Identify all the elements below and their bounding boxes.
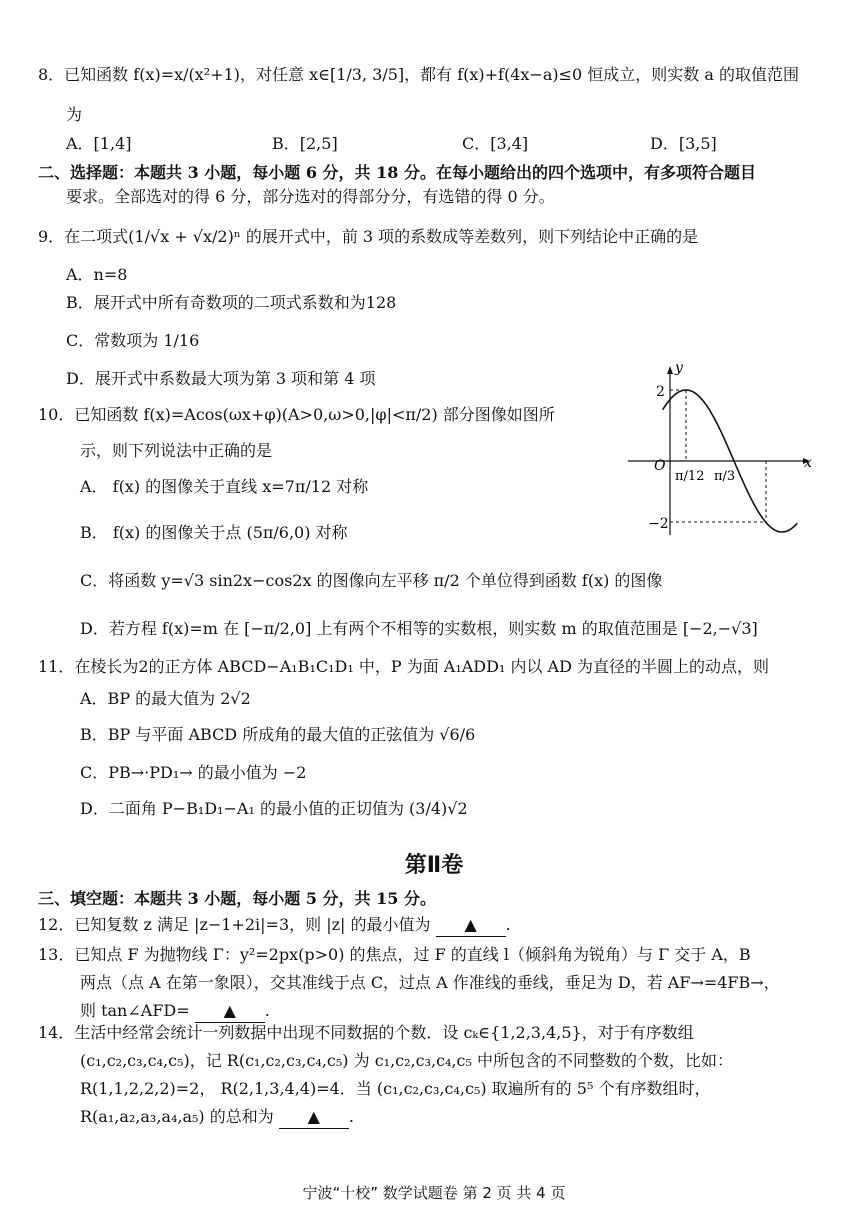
origin-label: O xyxy=(654,458,666,474)
q10-option-c: C．将函数 y=√3 sin2x−cos2x 的图像向左平移 π/2 个单位得到函数 f(x) 的图像 xyxy=(80,571,663,590)
q14-line2: (c₁,c₂,c₃,c₄,c₅)，记 R(c₁,c₂,c₃,c₄,c₅) 为 c₁,c₂,c₃,c₄,c₅ 中所包含的不同整数的个数，比如： xyxy=(80,1051,734,1070)
q8-option-a: A．[1,4] xyxy=(66,134,132,153)
q11-option-c: C．PB→·PD₁→ 的最小值为 −2 xyxy=(80,763,307,782)
q13-text: 则 tan∠AFD= xyxy=(80,1001,190,1020)
q12-text: 12．已知复数 z 满足 |z−1+2i|=3，则 |z| 的最小值为 xyxy=(38,915,431,934)
section2-line2: 要求。全部选对的得 6 分，部分选对的得部分分，有选错的得 0 分。 xyxy=(66,187,555,206)
q9-option-d: D．展开式中系数最大项为第 3 项和第 4 项 xyxy=(66,369,376,388)
q8-line1: 8．已知函数 f(x)=x/(x²+1)，对任意 x∈[1/3, 3/5]，都有 f(x)+f(4x−a)≤0 恒成立，则实数 a 的取值范围 xyxy=(38,65,799,84)
page-footer: 宁波“十校” 数学试题卷 第 2 页 共 4 页 xyxy=(302,1184,566,1202)
q9-option-a: A．n=8 xyxy=(66,265,128,284)
q8-option-b: B．[2,5] xyxy=(272,134,338,153)
q10-option-d: D．若方程 f(x)=m 在 [−π/2,0] 上有两个不相等的实数根，则实数 m 的取值范围是 [−2,−√3] xyxy=(80,619,758,638)
q11-stem: 11．在棱长为2的正方体 ABCD−A₁B₁C₁D₁ 中，P 为面 A₁ADD₁ 内以 AD 为直径的半圆上的动点，则 xyxy=(38,657,770,676)
q11-option-b: B．BP 与平面 ABCD 所成角的最大值的正弦值为 √6/6 xyxy=(80,725,476,744)
q14-line3: R(1,1,2,2,2)=2， R(2,1,3,4,4)=4．当 (c₁,c₂,c₃,c₄,c₅) 取遍所有的 5⁵ 个有序数组时， xyxy=(80,1079,711,1098)
q10-option-b: B． f(x) 的图像关于点 (5π/6,0) 对称 xyxy=(80,523,348,542)
q12-answer-blank[interactable]: ▲ xyxy=(436,914,506,937)
y-axis-label: y xyxy=(675,360,683,376)
q13-answer-blank[interactable]: ▲ xyxy=(195,1000,265,1023)
section3-heading: 三、填空题：本题共 3 小题，每小题 5 分，共 15 分。 xyxy=(38,889,436,908)
q10-option-a: A． f(x) 的图像关于直线 x=7π/12 对称 xyxy=(80,477,369,496)
q13-line2: 两点（点 A 在第一象限），交其准线于点 C，过点 A 作准线的垂线，垂足为 D，若 AF→=4FB→， xyxy=(80,973,780,992)
q8-line2: 为 xyxy=(66,105,83,124)
q14-line1: 14．生活中经常会统计一列数据中出现不同数据的个数．设 cₖ∈{1,2,3,4,5}，对于有序数组 xyxy=(38,1023,694,1042)
tick-pi-12: π/12 xyxy=(675,469,705,484)
q14-line4 xyxy=(80,1106,354,1129)
q14-answer-blank[interactable]: ▲ xyxy=(279,1106,349,1129)
y-max-label: 2 xyxy=(656,384,665,400)
q9-option-b: B．展开式中所有奇数项的二项式系数和为128 xyxy=(66,293,397,312)
y-min-label: −2 xyxy=(648,516,669,532)
q11-option-a: A．BP 的最大值为 2√2 xyxy=(80,689,251,708)
q13-line1: 13．已知点 F 为抛物线 Γ：y²=2px(p>0) 的焦点，过 F 的直线 l（倾斜角为锐角）与 Γ 交于 A，B xyxy=(38,945,751,964)
tick-pi-3: π/3 xyxy=(714,469,736,484)
q13-period: . xyxy=(264,1001,270,1020)
section2-line1: 二、选择题：本题共 3 小题，每小题 6 分，共 18 分。在每小题给出的四个选项中，有多项符合题目 xyxy=(38,163,756,182)
part2-title: 第Ⅱ卷 xyxy=(404,853,464,878)
q8-option-d: D．[3,5] xyxy=(650,134,717,153)
y-axis-arrow xyxy=(667,366,673,374)
q12-period: . xyxy=(505,915,511,934)
q13-line3 xyxy=(80,1000,270,1023)
q10-line2: 示，则下列说法中正确的是 xyxy=(80,441,273,460)
x-axis-label: x xyxy=(804,455,812,471)
q9-stem: 9．在二项式(1/√x + √x/2)ⁿ 的展开式中，前 3 项的系数成等差数列，则下列结论中正确的是 xyxy=(38,227,699,246)
q9-option-c: C．常数项为 1/16 xyxy=(66,331,200,350)
q12-line xyxy=(38,914,511,937)
q14-text: R(a₁,a₂,a₃,a₄,a₅) 的总和为 xyxy=(80,1107,274,1126)
cosine-graph xyxy=(620,360,820,540)
q11-option-d: D．二面角 P−B₁D₁−A₁ 的最小值的正切值为 (3/4)√2 xyxy=(80,799,468,818)
q14-period: . xyxy=(348,1107,354,1126)
q8-option-c: C．[3,4] xyxy=(462,134,529,153)
q10-line1: 10．已知函数 f(x)=Acos(ωx+φ)(A>0,ω>0,|φ|<π/2) 部分图像如图所 xyxy=(38,405,555,424)
